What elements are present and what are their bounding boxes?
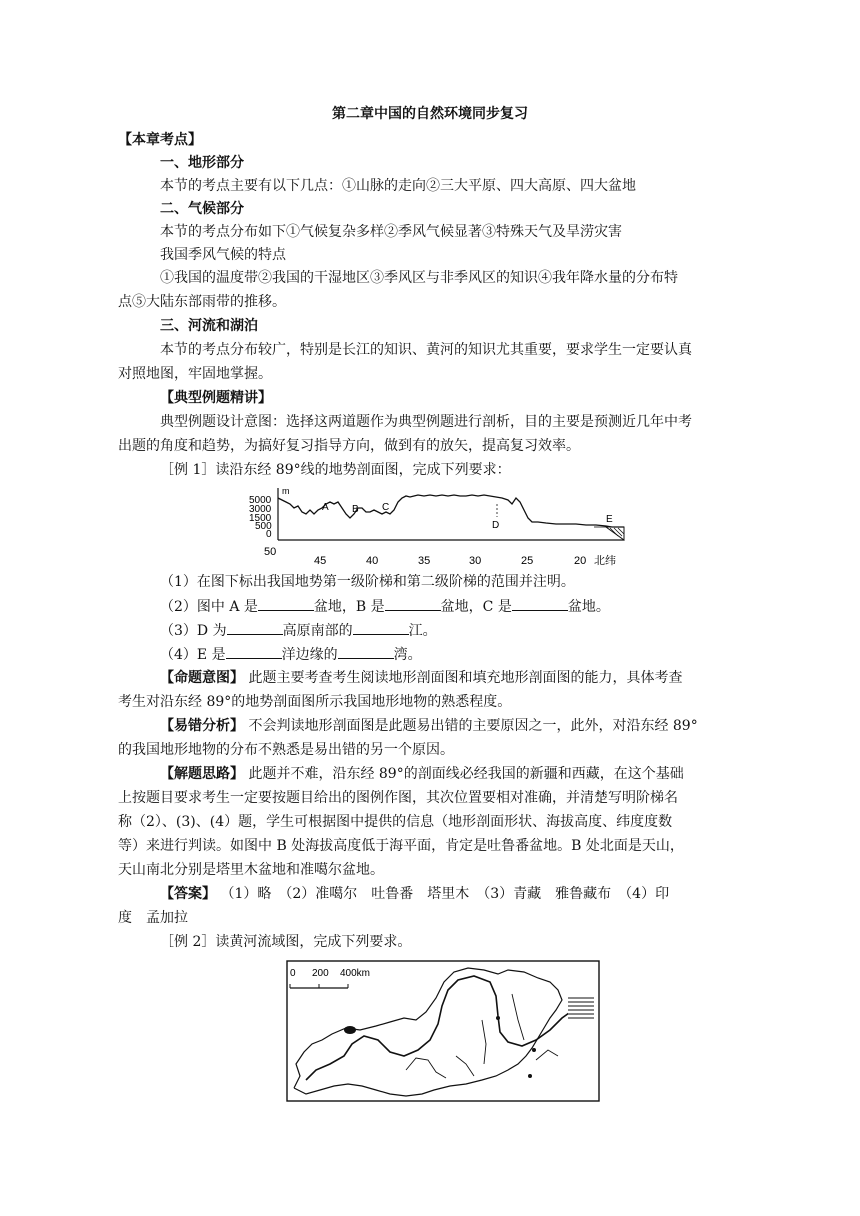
profile-x-end-label: 北纬 (594, 555, 616, 567)
map-scale-label: 200 (312, 968, 329, 979)
answer-blank[interactable] (353, 620, 409, 635)
answer-line2: 度 孟加拉 (118, 910, 188, 926)
map-frame (287, 961, 599, 1101)
profile-x-tick: 35 (418, 555, 431, 567)
answer-head: 【答案】 (160, 886, 216, 902)
profile-x-tick: 30 (469, 555, 482, 567)
question-4-text: 洋边缘的 (281, 647, 338, 663)
profile-y-tick: 500 (255, 521, 272, 532)
map-scale-label: 0 (290, 968, 296, 979)
profile-label-b: B (352, 504, 359, 515)
profile-terrain-line (278, 495, 624, 527)
profile-x-tick: 25 (521, 555, 534, 567)
question-2 (160, 596, 610, 617)
paragraph-monsoon-line1: ①我国的温度带②我国的干湿地区③季风区与非季风区的知识④我年降水量的分布特 (160, 270, 678, 286)
error-analysis-line2: 的我国地形地物的分布不熟悉是易出错的另一个原因。 (118, 742, 454, 758)
paragraph-climate: 本节的考点分布如下①气候复杂多样②季风气候显著③特殊天气及旱涝灾害 (160, 224, 622, 240)
answer-blank[interactable] (338, 644, 394, 659)
question-3-text: （3）D 为 (160, 623, 227, 639)
solution-line2: 上按题目要求考生一定要按题目给出的图例作图，其次位置要相对准确，并清楚写明阶梯名 (118, 790, 678, 806)
terrain-profile-figure (246, 484, 646, 570)
section-head-examples: 【典型例题精讲】 (160, 390, 272, 406)
intent-head: 【命题意图】 (160, 670, 244, 686)
lake-marker (344, 1026, 356, 1034)
question-1: （1）在图下标出我国地势第一级阶梯和第二级阶梯的范围并注明。 (160, 574, 575, 590)
answer-blank[interactable] (258, 596, 314, 611)
paragraph-rivers-line1: 本节的考点分布较广，特别是长江的知识、黄河的知识尤其重要，要求学生一定要认真 (160, 342, 692, 358)
profile-y-tick: 3000 (249, 504, 272, 515)
profile-y-unit: m (282, 486, 290, 496)
profile-label-a: A (322, 502, 329, 513)
question-3-text: 江。 (408, 623, 437, 639)
intent-line2: 考生对沿东经 89°的地势剖面图所示我国地形地物的熟悉程度。 (118, 694, 512, 710)
paragraph-rivers-line2: 对照地图，牢固地掌握。 (118, 366, 272, 382)
profile-y-tick: 0 (266, 529, 272, 540)
example2-prompt: ［例 2］读黄河流域图，完成下列要求。 (160, 934, 412, 950)
subsection-title-rivers: 三、河流和湖泊 (160, 318, 258, 334)
answer-line1 (160, 884, 669, 904)
solution-head: 【解题思路】 (160, 766, 244, 782)
question-2-text: 盆地，C 是 (440, 599, 512, 615)
question-2-text: 盆地，B 是 (313, 599, 385, 615)
answer-blank[interactable] (227, 620, 283, 635)
profile-x-tick: 40 (366, 555, 379, 567)
profile-x-tick: 20 (574, 555, 587, 567)
subsection-title-climate: 二、气候部分 (160, 201, 244, 217)
profile-y-tick: 1500 (249, 513, 272, 524)
paragraph-monsoon-line2: 点⑤大陆东部雨带的推移。 (118, 294, 286, 310)
question-2-text: （2）图中 A 是 (160, 599, 258, 615)
paragraph-monsoon-heading: 我国季风气候的特点 (160, 247, 286, 263)
map-scale-label: 400km (340, 968, 371, 979)
error-analysis-text: 不会判读地形剖面图是此题易出错的主要原因之一，此外，对沿东经 89° (244, 718, 698, 734)
error-analysis-line1 (160, 716, 698, 736)
question-4-text: （4）E 是 (160, 647, 226, 663)
question-3-text: 高原南部的 (282, 623, 353, 639)
answer-blank[interactable] (226, 644, 282, 659)
answer-text: （1）略 （2）准噶尔 吐鲁番 塔里木 （3）青藏 雅鲁藏布 （4）印 (216, 886, 670, 902)
question-4-text: 湾。 (393, 647, 422, 663)
answer-blank[interactable] (512, 596, 568, 611)
solution-line5: 天山南北分别是塔里木盆地和准噶尔盆地。 (118, 862, 384, 878)
solution-line1 (160, 764, 684, 784)
profile-label-e: E (606, 514, 613, 525)
profile-y-tick: 5000 (249, 495, 272, 506)
paragraph-terrain: 本节的考点主要有以下几点：①山脉的走向②三大平原、四大高原、四大盆地 (160, 178, 636, 194)
profile-x-tick: 45 (314, 555, 327, 567)
question-4 (160, 644, 422, 665)
question-3 (160, 620, 437, 641)
error-analysis-head: 【易错分析】 (160, 718, 244, 734)
question-2-text: 盆地。 (567, 599, 610, 615)
paragraph-intro-line1: 典型例题设计意图：选择这两道题作为典型例题进行剖析，目的主要是预测近几年中考 (160, 414, 692, 430)
page-title: 第二章中国的自然环境同步复习 (332, 106, 528, 122)
solution-line3: 称（2）、(3)、(4）题，学生可根据图中提供的信息（地形剖面形状、海拔高度、纬度度数 (118, 814, 673, 830)
profile-label-d: D (492, 520, 500, 531)
answer-blank[interactable] (385, 596, 441, 611)
intent-line1 (160, 668, 682, 688)
subsection-title-terrain: 一、地形部分 (160, 155, 244, 171)
profile-x-tick: 50 (264, 546, 277, 558)
solution-line4: 等）来进行判读。如图中 B 处海拔高度低于海平面，肯定是吐鲁番盆地。B 处北面是天山， (118, 838, 684, 854)
section-head-exam-points: 【本章考点】 (118, 132, 202, 148)
solution-text: 此题并不难，沿东经 89°的剖面线必经我国的新疆和西藏，在这个基础 (244, 766, 684, 782)
yellow-river-map-figure (286, 960, 600, 1102)
profile-label-c: C (382, 502, 390, 513)
paragraph-intro-line2: 出题的角度和趋势，为搞好复习指导方向，做到有的放矢，提高复习效率。 (118, 438, 580, 454)
intent-text: 此题主要考查考生阅读地形剖面图和填充地形剖面图的能力，具体考查 (244, 670, 683, 686)
example1-prompt: ［例 1］读沿东经 89°线的地势剖面图，完成下列要求： (160, 462, 511, 478)
